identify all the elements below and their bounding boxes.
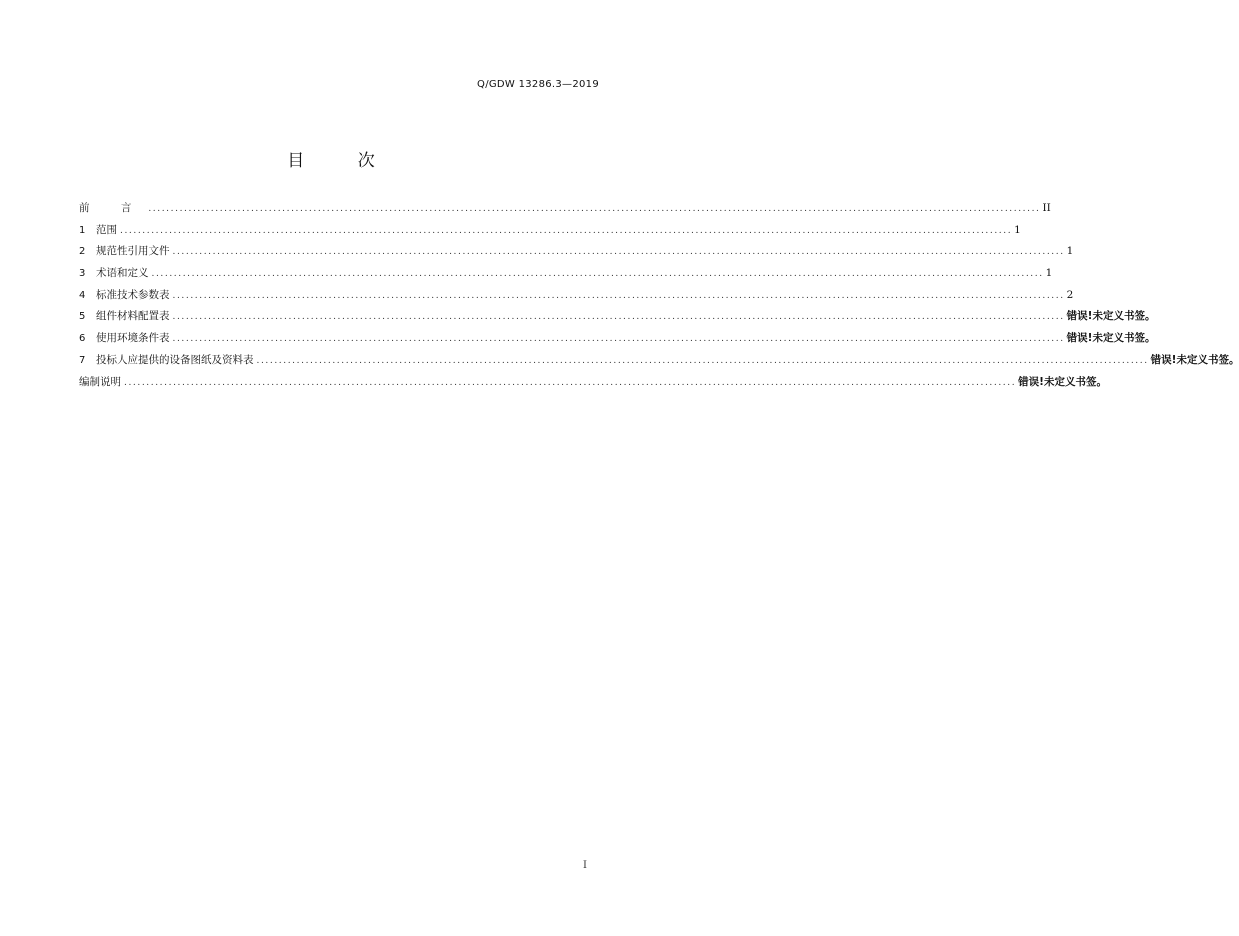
toc-entry-page: 1 xyxy=(1014,223,1021,236)
toc-leader-dots: ........................................................................................................................................................................................................ xyxy=(172,290,1065,301)
toc-entry-normative-references[interactable] xyxy=(79,243,1074,265)
toc-leader-dots: ........................................................................................................................................................................................................ xyxy=(148,204,1041,214)
toc-leader-dots: ........................................................................................................................................................................................................ xyxy=(172,312,1065,323)
toc-entry-page: 2 xyxy=(1066,288,1074,301)
toc-entry-number: 6 xyxy=(79,333,86,345)
toc-entry-label: 术语和定义 xyxy=(96,267,149,280)
toc-leader-dots: ........................................................................................................................................................................................................ xyxy=(256,355,1149,366)
toc-entry-technical-parameters[interactable] xyxy=(79,287,1074,309)
toc-entry-scope[interactable] xyxy=(79,222,1021,244)
toc-leader-dots: ........................................................................................................................................................................................................ xyxy=(172,247,1065,258)
document-code: Q/GDW 13286.3—2019 xyxy=(477,79,599,90)
toc-entry-page: 错误!未定义书签。 xyxy=(1018,375,1107,388)
toc-entry-label: 前 言 xyxy=(79,202,146,214)
toc-entry-number: 2 xyxy=(79,246,86,258)
toc-entry-number: 7 xyxy=(79,354,86,366)
toc-entry-number: 3 xyxy=(79,268,86,280)
toc-entry-page: 1 xyxy=(1045,267,1053,280)
toc-entry-page: 错误!未定义书签。 xyxy=(1066,310,1156,323)
toc-entry-number: 4 xyxy=(79,289,86,301)
toc-leader-dots: ........................................................................................................................................................................................................ xyxy=(120,225,1013,236)
toc-entry-label: 规范性引用文件 xyxy=(96,245,170,258)
page-number: I xyxy=(583,860,587,871)
toc-leader-dots: ........................................................................................................................................................................................................ xyxy=(124,377,1017,388)
toc-entry-page: 错误!未定义书签。 xyxy=(1150,353,1239,366)
toc-entry-environment[interactable] xyxy=(79,330,1156,352)
toc-entry-page: 错误!未定义书签。 xyxy=(1066,332,1156,345)
table-of-contents xyxy=(79,200,1239,395)
toc-leader-dots: ........................................................................................................................................................................................................ xyxy=(151,269,1044,280)
toc-entry-number: 1 xyxy=(79,224,86,236)
toc-entry-number: 5 xyxy=(79,311,86,323)
toc-entry-page: II xyxy=(1042,202,1051,214)
toc-entry-label: 编制说明 xyxy=(79,375,121,388)
toc-entry-compilation-notes[interactable] xyxy=(79,374,1107,396)
toc-entry-label: 投标人应提供的设备图纸及资料表 xyxy=(96,353,254,366)
toc-entry-label: 使用环境条件表 xyxy=(96,332,170,345)
toc-entry-label: 标准技术参数表 xyxy=(96,288,170,301)
toc-entry-label: 范围 xyxy=(96,223,117,236)
toc-title: 目 次 xyxy=(287,151,399,171)
toc-entry-foreword[interactable] xyxy=(79,200,1051,222)
toc-entry-terms[interactable] xyxy=(79,265,1053,287)
toc-entry-label: 组件材料配置表 xyxy=(96,310,170,323)
toc-entry-drawings[interactable] xyxy=(79,352,1239,374)
toc-leader-dots: ........................................................................................................................................................................................................ xyxy=(172,334,1065,345)
toc-entry-materials[interactable] xyxy=(79,308,1156,330)
toc-entry-page: 1 xyxy=(1066,245,1074,258)
